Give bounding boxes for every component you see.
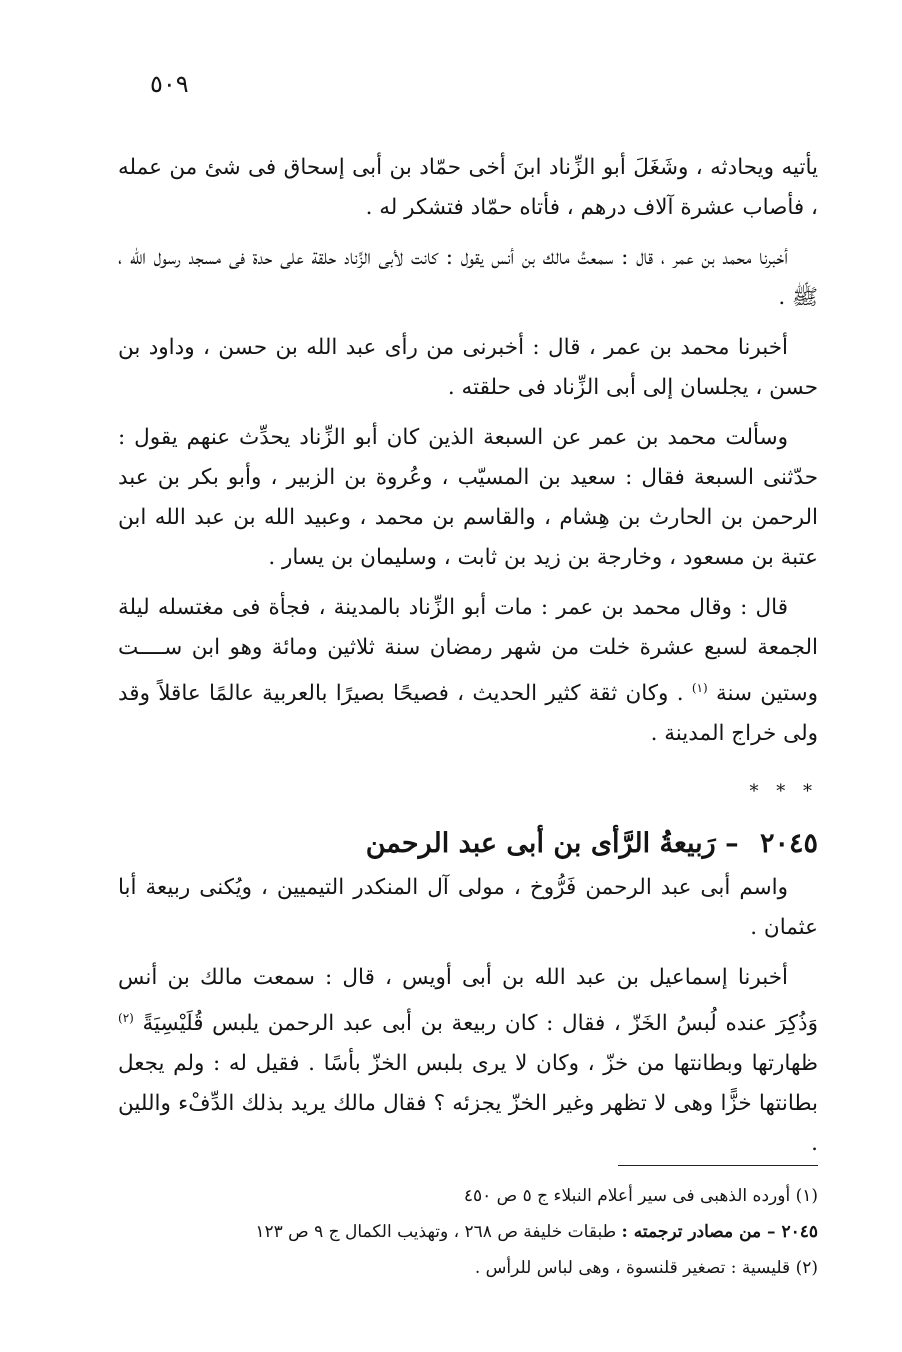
section-heading — [118, 822, 818, 866]
footnote-label: (٢) — [795, 1258, 818, 1278]
main-text — [118, 148, 818, 1174]
footnote-label: (١) — [795, 1186, 818, 1206]
footnote-marker: (٢) — [118, 1011, 134, 1026]
paragraph-text: . وكان ثقة كثير الحديث ، فصيحًا بصيرًا بالعربية عالمًا عاقلاً وقد ولى خراج المدينة . — [118, 681, 818, 747]
paragraph-khaz — [118, 958, 818, 1164]
footnote — [118, 1214, 818, 1250]
paragraph: واسم أبى عبد الرحمن فَرُّوخ ، مولى آل المنكدر التيميين ، ويُكنى ربيعة أبا عثمان . — [118, 875, 818, 941]
paragraph-text: ظهارتها وبطانتها من خزّ ، وكان لا يرى بلبس الخزّ بأسًا . فقيل له : ولم يجعل بطانتها خزًّا وهى لا تظهر وغير الخزّ يجزئه ؟ فقال مالك يريد بذلك الدِّفْء واللين . — [118, 1051, 818, 1157]
entry-number: ٢٠٤٥ — [759, 828, 818, 860]
footnote — [118, 1250, 818, 1286]
footnote-text: طبقات خليفة ص ٢٦٨ ، وتهذيب الكمال ج ٩ ص ١٢٣ — [255, 1222, 617, 1242]
section-separator: * * * — [749, 781, 818, 803]
paragraph: وسألت محمد بن عمر عن السبعة الذين كان أبو الزِّناد يحدِّث عنهم يقول : حدّثنى السبعة فقال : سعيد بن المسيّب ، وعُروة بن الزبير ، وأبو بكر بن عبد الرحمن بن الحارث بن هِشام ، والقاسم بن محمد ، وعبيد الله بن عبد الله ابن عتبة بن مسعود ، وخارجة بن زيد بن ثابت ، وسليمان بن يسار . — [118, 425, 818, 570]
page-number: ٥٠٩ — [150, 70, 189, 98]
footnote — [118, 1178, 818, 1214]
paragraph: أخبرنا محمد بن عمر ، قال : أخبرنى من رأى عبد الله بن حسن ، وداود بن حسن ، يجلسان إلى أبى الزِّناد فى حلقته . — [118, 335, 818, 400]
paragraph: أخبرنا محمد بن عمر ، قال : سمعتُ مالك بن أنس يقول : كانت لأبى الزِّناد حلقة على حدة فى مسجد رسول الله ، ﷺ . — [118, 245, 818, 310]
footnote-text: أورده الذهبى فى سير أعلام النبلاء ج ٥ ص ٤٥٠ — [463, 1186, 791, 1206]
footnote-label: ٢٠٤٥ – من مصادر ترجمته : — [621, 1222, 818, 1242]
footnote-text: قليسية : تصغير قلنسوة ، وهى لباس للرأس . — [474, 1258, 791, 1278]
paragraph-death — [118, 588, 818, 754]
paragraph-text: قال : وقال محمد بن عمر : مات أبو الزِّناد بالمدينة ، فجأة فى مغتسله ليلة الجمعة لسبع عشرة خلت من شهر رمضان سنة ثلاثين ومائة وهو ابن ســــت وستين سنة — [118, 595, 818, 707]
footnote-marker: (١) — [691, 681, 708, 695]
entry-title: – رَبيعةُ الرَّأى بن أبى عبد الرحمن — [365, 828, 739, 860]
paragraph: يأتيه ويحادثه ، وشَغَلَ أبو الزِّناد ابنَ أخى حمّاد بن أبى إسحاق فى شئ من عمله ، فأصاب عشرة آلاف درهم ، فأتاه حمّاد فتشكر له . — [118, 155, 818, 220]
footnotes — [118, 1178, 818, 1286]
paragraph-text: أخبرنا إسماعيل بن عبد الله بن أبى أويس ، قال : سمعت مالك بن أنس وَذُكِرَ عنده لُبسُ الخَزّ ، فقال : كان ربيعة بن أبى عبد الرحمن يلبس قُلَيْسِيَةً — [118, 965, 818, 1037]
